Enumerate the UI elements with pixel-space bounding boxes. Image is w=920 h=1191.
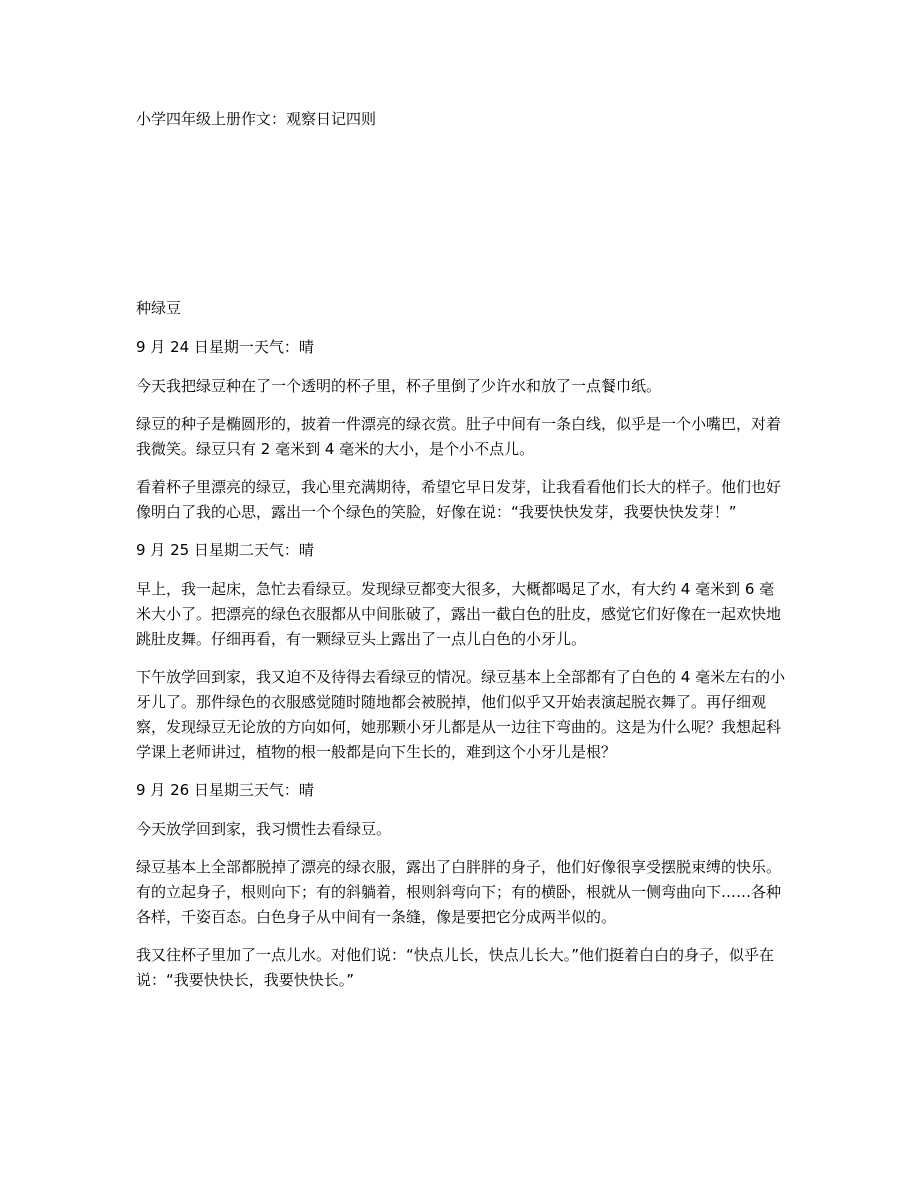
document-title: 小学四年级上册作文：观察日记四则 [136,110,377,128]
entry-paragraph: 今天我把绿豆种在了一个透明的杯子里，杯子里倒了少许水和放了一点餐巾纸。 [136,377,662,395]
entry-paragraph: 绿豆的种子是椭圆形的，披着一件漂亮的绿衣赏。肚子中间有一条白线，似乎是一个小嘴巴，对着我微笑。绿豆只有 2 毫米到 4 毫米的大小，是个小不点儿。 [136,415,782,458]
entry-date-sep-26: 9 月 26 日星期三天气：晴 [136,781,314,799]
entry-paragraph: 今天放学回到家，我习惯性去看绿豆。 [136,820,392,838]
entry-paragraph: 我又往杯子里加了一点儿水。对他们说：“快点儿长，快点儿长大。”他们挺着白白的身子，似乎在说：“我要快快长，我要快快长。” [136,946,775,989]
entry-date-sep-24: 9 月 24 日星期一天气：晴 [136,338,314,356]
document-body [136,296,786,1006]
entry-paragraph: 早上，我一起床，急忙去看绿豆。发现绿豆都变大很多，大概都喝足了水，有大约 4 毫米到 6 毫米大小了。把漂亮的绿色衣服都从中间胀破了，露出一截白色的肚皮，感觉它们好像在一起欢快地跳肚皮舞。仔细再看，有一颗绿豆头上露出了一点儿白色的小牙儿。 [136,580,782,648]
entry-paragraph: 绿豆基本上全部都脱掉了漂亮的绿衣服，露出了白胖胖的身子，他们好像很享受摆脱束缚的快乐。有的立起身子，根则向下；有的斜躺着，根则斜弯向下；有的横卧，根就从一侧弯曲向下……各种各样，千姿百态。白色身子从中间有一条缝，像是要把它分成两半似的。 [136,858,782,926]
entry-paragraph: 下午放学回到家，我又迫不及待得去看绿豆的情况。绿豆基本上全部都有了白色的 4 毫米左右的小牙儿了。那件绿色的衣服感觉随时随地都会被脱掉，他们似乎又开始表演起脱衣舞了。再仔细观察，发现绿豆无论放的方向如何，她那颗小牙儿都是从一边往下弯曲的。这是为什么呢？我想起科学课上老师讲过，植物的根一般都是向下生长的，难到这个小牙儿是根？ [136,668,786,761]
entry-date-sep-25: 9 月 25 日星期二天气：晴 [136,541,314,559]
entry-paragraph: 看着杯子里漂亮的绿豆，我心里充满期待，希望它早日发芽，让我看看他们长大的样子。他们也好像明白了我的心思，露出一个个绿色的笑脸，好像在说：“我要快快发芽，我要快快发芽！” [136,478,782,521]
section-title: 种绿豆 [136,299,182,317]
